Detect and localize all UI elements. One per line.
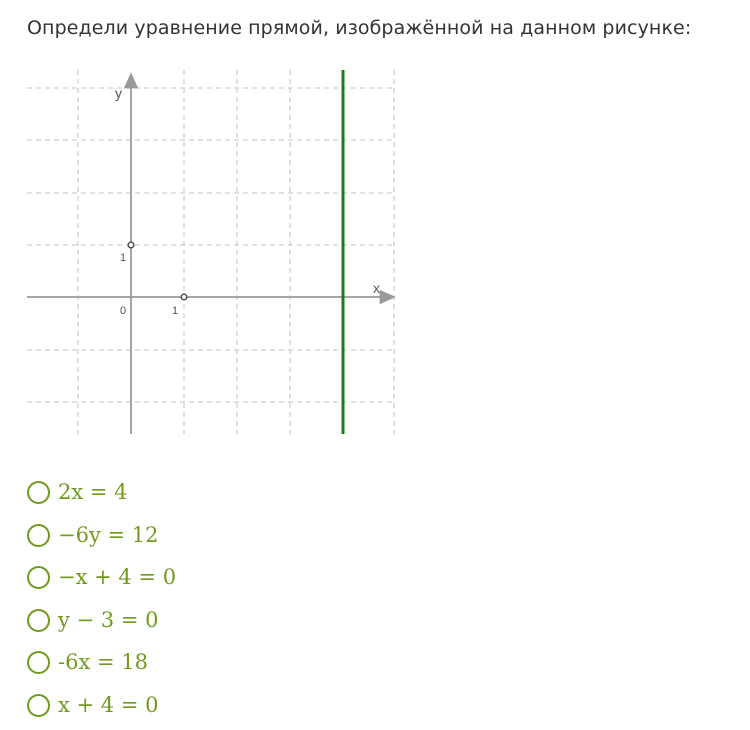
option-3[interactable] xyxy=(27,557,176,597)
x-axis-label: x xyxy=(373,280,380,296)
option-label: x + 4 = 0 xyxy=(58,693,159,717)
radio-icon[interactable] xyxy=(27,566,50,589)
radio-icon[interactable] xyxy=(27,651,50,674)
option-6[interactable] xyxy=(27,685,158,725)
radio-icon[interactable] xyxy=(27,609,50,632)
radio-icon[interactable] xyxy=(27,481,50,504)
option-5[interactable] xyxy=(27,642,148,682)
option-1[interactable] xyxy=(27,472,128,512)
option-label: −6y = 12 xyxy=(58,523,159,547)
option-label: y − 3 = 0 xyxy=(58,608,159,632)
option-2[interactable] xyxy=(27,515,159,555)
point-x-unit xyxy=(181,294,187,300)
option-4[interactable] xyxy=(27,600,158,640)
radio-icon[interactable] xyxy=(27,694,50,717)
option-label: 2x = 4 xyxy=(58,480,128,504)
origin-label: 0 xyxy=(120,305,127,317)
grid-horizontal xyxy=(27,88,396,402)
point-y-intercept xyxy=(128,242,134,248)
y-axis-label: y xyxy=(115,85,122,101)
question-text: Определи уравнение прямой, изображённой на данном рисунке: xyxy=(27,17,692,39)
y-tick-label: 1 xyxy=(120,252,127,264)
option-label: -6x = 18 xyxy=(58,650,148,674)
radio-icon[interactable] xyxy=(27,524,50,547)
x-tick-label: 1 xyxy=(172,305,179,317)
option-label: −x + 4 = 0 xyxy=(58,565,177,589)
